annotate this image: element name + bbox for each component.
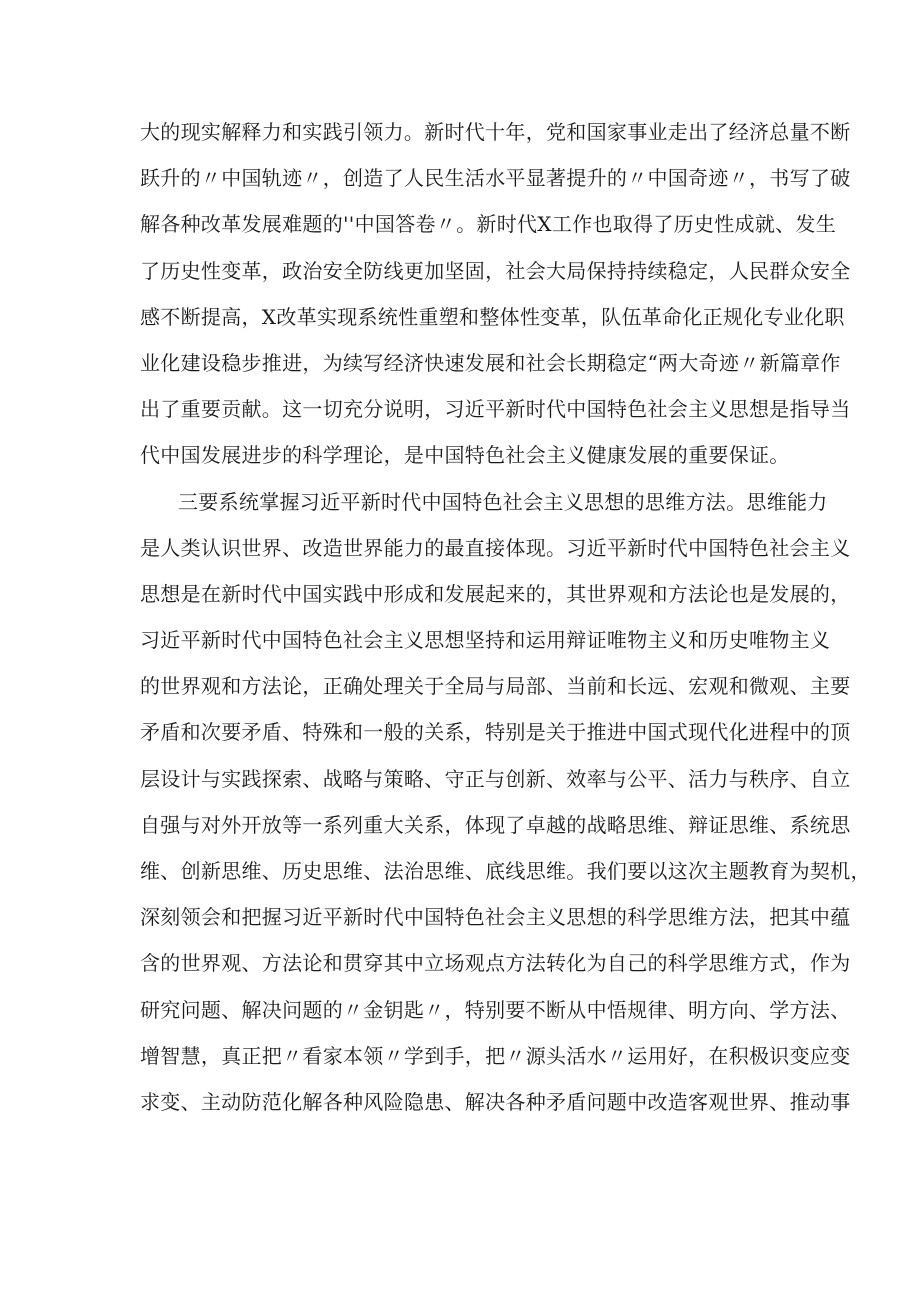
text-line: 增智慧，真正把〃看家本领〃学到手，把〃源头活水〃运用好，在积极识变应变 bbox=[140, 1043, 851, 1068]
text-line: 感不断提高，X改革实现系统性重塑和整体性变革，队伍革命化正规化专业化职 bbox=[140, 304, 845, 329]
text-line: 了历史性变革，政治安全防线更加坚固，社会大局保持持续稳定，人民群众安全 bbox=[140, 258, 851, 283]
text-line: 求变、主动防范化解各种风险隐患、解决各种矛盾问题中改造客观世界、推动事 bbox=[140, 1089, 851, 1114]
text-line: 出了重要贡献。这一切充分说明，习近平新时代中国特色社会主义思想是指导当 bbox=[140, 397, 851, 422]
text-line: 解各种改革发展难题的''中国答卷〃。新时代X工作也取得了历史性成就、发生 bbox=[140, 212, 837, 237]
text-line: 深刻领会和把握习近平新时代中国特色社会主义思想的科学思维方法，把其中蕴 bbox=[140, 905, 851, 930]
text-line: 的世界观和方法论，正确处理关于全局与局部、当前和长远、宏观和微观、主要 bbox=[140, 674, 851, 699]
text-line: 研究问题、解决问题的〃金钥匙〃，特别要不断从中悟规律、明方向、学方法、 bbox=[140, 997, 851, 1022]
text-line: 含的世界观、方法论和贯穿其中立场观点方法转化为自己的科学思维方式，作为 bbox=[140, 951, 851, 976]
text-line: 跃升的〃中国轨迹〃，创造了人民生活水平显著提升的〃中国奇迹〃，书写了破 bbox=[140, 166, 851, 191]
text-line: 自强与对外开放等一系列重大关系，体现了卓越的战略思维、辩证思维、系统思 bbox=[140, 812, 851, 837]
text-line: 层设计与实践探索、战略与策略、守正与创新、效率与公平、活力与秩序、自立 bbox=[140, 766, 851, 791]
text-line: 业化建设稳步推进，为续写经济快速发展和社会长期稳定“两大奇迹〃新篇章作 bbox=[140, 350, 841, 375]
paragraph-thinking-methods bbox=[140, 479, 871, 1126]
paragraph-continuation bbox=[140, 109, 851, 479]
text-line: 是人类认识世界、改造世界能力的最直接体现。习近平新时代中国特色社会主义 bbox=[140, 535, 851, 560]
text-line: 大的现实解释力和实践引领力。新时代十年，党和国家事业走出了经济总量不断 bbox=[140, 120, 851, 144]
document-body bbox=[140, 109, 871, 1125]
text-line: 代中国发展进步的科学理论，是中国特色社会主义健康发展的重要保证。 bbox=[140, 443, 790, 468]
text-line: 维、创新思维、历史思维、法治思维、底线思维。我们要以这次主题教育为契机， bbox=[140, 859, 871, 883]
text-line: 思想是在新时代中国实践中形成和发展起来的，其世界观和方法论也是发展的， bbox=[140, 581, 851, 606]
text-line: 三要系统掌握习近平新时代中国特色社会主义思想的思维方法。思维能力 bbox=[178, 489, 828, 514]
text-line: 习近平新时代中国特色社会主义思想坚持和运用辩证唯物主义和历史唯物主义 bbox=[140, 628, 831, 653]
text-line: 矛盾和次要矛盾、特殊和一般的关系，特别是关于推进中国式现代化进程中的顶 bbox=[140, 720, 851, 745]
